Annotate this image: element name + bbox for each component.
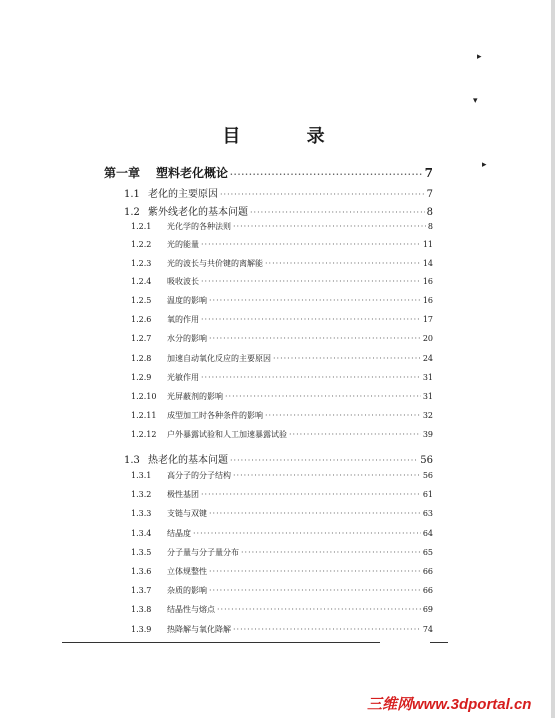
toc-page-number: 61 bbox=[422, 490, 433, 499]
dot-leader bbox=[241, 548, 421, 557]
toc-page-number: 16 bbox=[422, 296, 433, 305]
toc-page-number: 7 bbox=[426, 189, 433, 200]
toc-entry bbox=[131, 276, 433, 287]
table-of-contents bbox=[0, 164, 555, 634]
site-watermark: 三维网www.3dportal.cn bbox=[367, 696, 532, 713]
toc-entry bbox=[131, 295, 433, 306]
toc-number: 1.3.7 bbox=[131, 586, 152, 595]
dot-leader bbox=[201, 240, 421, 249]
toc-heading: 热降解与氧化降解 bbox=[167, 625, 231, 634]
toc-number: 1.2 bbox=[124, 207, 140, 218]
dot-leader bbox=[233, 471, 421, 480]
toc-number: 1.2.11 bbox=[131, 411, 157, 420]
toc-heading: 老化的主要原因 bbox=[148, 189, 218, 200]
toc-heading: 支链与双键 bbox=[167, 509, 207, 518]
toc-entry bbox=[131, 239, 433, 250]
toc-page-number: 63 bbox=[422, 509, 433, 518]
toc-page-number: 39 bbox=[422, 430, 433, 439]
toc-number: 1.2.4 bbox=[131, 277, 152, 286]
dot-leader bbox=[230, 456, 418, 465]
dot-leader bbox=[193, 529, 421, 538]
dot-leader bbox=[209, 567, 421, 576]
toc-number: 1.2.1 bbox=[131, 222, 152, 231]
toc-page-number: 74 bbox=[422, 625, 433, 634]
toc-heading: 温度的影响 bbox=[167, 296, 207, 305]
toc-heading: 紫外线老化的基本问题 bbox=[148, 207, 248, 218]
toc-entry bbox=[131, 604, 433, 615]
toc-heading: 塑料老化概论 bbox=[156, 166, 229, 180]
toc-page-number: 66 bbox=[422, 567, 433, 576]
toc-number: 1.3.5 bbox=[131, 548, 152, 557]
toc-number: 1.2.10 bbox=[131, 392, 157, 401]
toc-page-number: 66 bbox=[422, 586, 433, 595]
toc-page-number: 11 bbox=[422, 240, 433, 249]
toc-entry bbox=[131, 547, 433, 558]
toc-page-number: 31 bbox=[422, 392, 433, 401]
dot-leader bbox=[233, 222, 426, 231]
dot-leader bbox=[209, 509, 421, 518]
page-title: 目 录 bbox=[222, 126, 355, 147]
toc-number: 1.3.6 bbox=[131, 567, 152, 576]
toc-page-number: 16 bbox=[422, 277, 433, 286]
dot-leader bbox=[201, 315, 421, 324]
toc-heading: 立体规整性 bbox=[167, 567, 207, 576]
toc-number: 1.3.4 bbox=[131, 529, 152, 538]
toc-heading: 户外暴露试验和人工加速暴露试验 bbox=[167, 430, 287, 439]
toc-page-number: 56 bbox=[422, 471, 433, 480]
toc-entry bbox=[131, 353, 433, 364]
toc-entry bbox=[131, 528, 433, 539]
toc-entry bbox=[131, 566, 433, 577]
dot-leader bbox=[250, 208, 425, 217]
toc-page-number: 64 bbox=[422, 529, 433, 538]
toc-page-number: 7 bbox=[424, 166, 433, 180]
toc-entry bbox=[131, 429, 433, 440]
toc-number: 1.3.1 bbox=[131, 471, 152, 480]
toc-number: 1.2.3 bbox=[131, 259, 152, 268]
toc-page-number: 31 bbox=[422, 373, 433, 382]
toc-page-number: 20 bbox=[422, 334, 433, 343]
toc-heading: 光的能量 bbox=[167, 240, 199, 249]
dot-leader bbox=[201, 490, 421, 499]
toc-heading: 高分子的分子结构 bbox=[167, 471, 231, 480]
toc-number: 1.2.12 bbox=[131, 430, 157, 439]
toc-heading: 光屏蔽剂的影响 bbox=[167, 392, 223, 401]
toc-page-number: 56 bbox=[420, 455, 433, 466]
dot-leader bbox=[209, 296, 421, 305]
toc-heading: 光敏作用 bbox=[167, 373, 199, 382]
toc-number: 1.3.2 bbox=[131, 490, 152, 499]
dot-leader bbox=[289, 430, 421, 439]
toc-entry bbox=[131, 314, 433, 325]
scan-speck: ▸ bbox=[482, 160, 487, 170]
scan-speck: ▾ bbox=[473, 96, 478, 106]
dot-leader bbox=[230, 169, 423, 179]
toc-number: 1.3.3 bbox=[131, 509, 152, 518]
toc-number: 1.3.8 bbox=[131, 605, 152, 614]
toc-number: 1.2.5 bbox=[131, 296, 152, 305]
toc-page-number: 14 bbox=[422, 259, 433, 268]
toc-entry bbox=[131, 391, 433, 402]
toc-page-number: 24 bbox=[422, 354, 433, 363]
toc-entry bbox=[131, 470, 433, 481]
bottom-rule bbox=[62, 642, 380, 643]
toc-heading: 结晶性与熔点 bbox=[167, 605, 215, 614]
toc-entry bbox=[131, 221, 433, 232]
toc-entry bbox=[104, 164, 433, 181]
toc-entry bbox=[124, 203, 433, 218]
dot-leader bbox=[225, 392, 421, 401]
dot-leader bbox=[220, 190, 425, 199]
toc-number: 第一章 bbox=[104, 166, 141, 180]
toc-entry bbox=[131, 333, 433, 344]
toc-page-number: 32 bbox=[422, 411, 433, 420]
toc-heading: 极性基团 bbox=[167, 490, 199, 499]
toc-heading: 氧的作用 bbox=[167, 315, 199, 324]
toc-entry bbox=[124, 185, 433, 200]
toc-number: 1.3 bbox=[124, 455, 140, 466]
dot-leader bbox=[209, 334, 421, 343]
scan-speck: ▸ bbox=[477, 52, 482, 62]
toc-page-number: 69 bbox=[422, 605, 433, 614]
toc-number: 1.2.6 bbox=[131, 315, 152, 324]
toc-entry bbox=[131, 258, 433, 269]
toc-number: 1.2.9 bbox=[131, 373, 152, 382]
toc-heading: 成型加工时各种条件的影响 bbox=[167, 411, 263, 420]
toc-entry bbox=[131, 489, 433, 500]
toc-heading: 结晶度 bbox=[167, 529, 191, 538]
toc-entry bbox=[131, 372, 433, 383]
toc-heading: 加速自动氧化反应的主要原因 bbox=[167, 354, 271, 363]
toc-number: 1.3.9 bbox=[131, 625, 152, 634]
toc-entry bbox=[124, 451, 433, 466]
toc-heading: 光的波长与共价键的离解能 bbox=[167, 259, 263, 268]
toc-heading: 热老化的基本问题 bbox=[148, 455, 228, 466]
dot-leader bbox=[209, 586, 421, 595]
toc-heading: 吸收波长 bbox=[167, 277, 199, 286]
toc-page-number: 65 bbox=[422, 548, 433, 557]
dot-leader bbox=[201, 277, 421, 286]
toc-entry bbox=[131, 508, 433, 519]
toc-heading: 分子量与分子量分布 bbox=[167, 548, 239, 557]
toc-page-number: 8 bbox=[426, 207, 433, 218]
toc-entry bbox=[131, 585, 433, 596]
toc-number: 1.2.7 bbox=[131, 334, 152, 343]
toc-entry bbox=[131, 624, 433, 635]
toc-page-number: 17 bbox=[422, 315, 433, 324]
toc-number: 1.2.2 bbox=[131, 240, 152, 249]
dot-leader bbox=[217, 605, 421, 614]
dot-leader bbox=[265, 411, 421, 420]
dot-leader bbox=[233, 625, 421, 634]
toc-heading: 杂质的影响 bbox=[167, 586, 207, 595]
toc-heading: 水分的影响 bbox=[167, 334, 207, 343]
toc-number: 1.1 bbox=[124, 189, 140, 200]
toc-heading: 光化学的各种法则 bbox=[167, 222, 231, 231]
bottom-rule-short bbox=[430, 642, 448, 643]
toc-entry bbox=[131, 410, 433, 421]
toc-page-number: 8 bbox=[427, 222, 433, 231]
dot-leader bbox=[201, 373, 421, 382]
toc-number: 1.2.8 bbox=[131, 354, 152, 363]
dot-leader bbox=[273, 354, 421, 363]
dot-leader bbox=[265, 259, 421, 268]
